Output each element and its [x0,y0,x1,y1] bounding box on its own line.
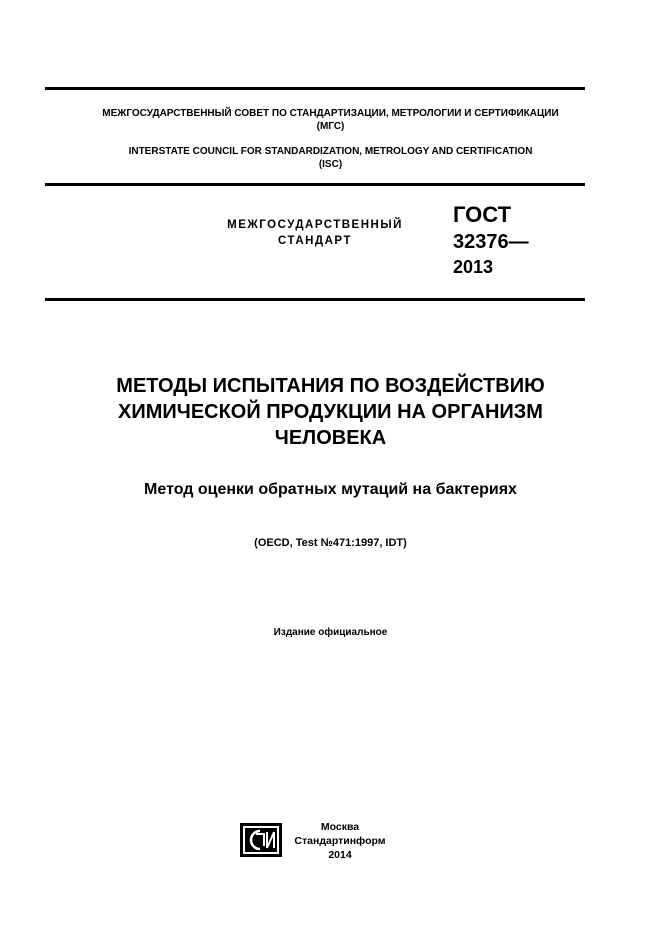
header-divider [45,183,585,186]
designation-divider [45,298,585,301]
top-rule [45,87,585,90]
publisher-city: Москва [320,821,360,833]
publisher-year: 2014 [328,849,352,861]
gost-number: 32376— [453,231,529,253]
oecd-reference: (OECD, Test №471:1997, IDT) [254,537,407,549]
gost-label: ГОСТ [453,202,512,227]
edition-note: Издание официальное [273,627,388,638]
publisher-name: Стандартинформ [294,835,386,847]
council-en-abbr: (ISC) [318,159,343,170]
title-line1: МЕТОДЫ ИСПЫТАНИЯ ПО ВОЗДЕЙСТВИЮ [116,375,545,397]
standard-kind-line1: МЕЖГОСУДАРСТВЕННЫЙ [227,219,403,231]
title-line3: ЧЕЛОВЕКА [274,427,387,449]
standartinform-logo-icon [240,823,282,857]
subtitle: Метод оценки обратных мутаций на бактериях [144,481,517,498]
gost-year: 2013 [453,257,494,277]
title-line2: ХИМИЧЕСКОЙ ПРОДУКЦИИ НА ОРГАНИЗМ [118,401,543,423]
council-ru-name: МЕЖГОСУДАРСТВЕННЫЙ СОВЕТ ПО СТАНДАРТИЗАЦИИ, МЕТРОЛОГИИ И СЕРТИФИКАЦИИ [102,108,559,119]
council-ru-abbr: (МГС) [316,121,345,132]
council-en-name: INTERSTATE COUNCIL FOR STANDARDIZATION, METROLOGY AND CERTIFICATION [128,146,533,157]
standard-kind-line2: СТАНДАРТ [278,235,352,247]
